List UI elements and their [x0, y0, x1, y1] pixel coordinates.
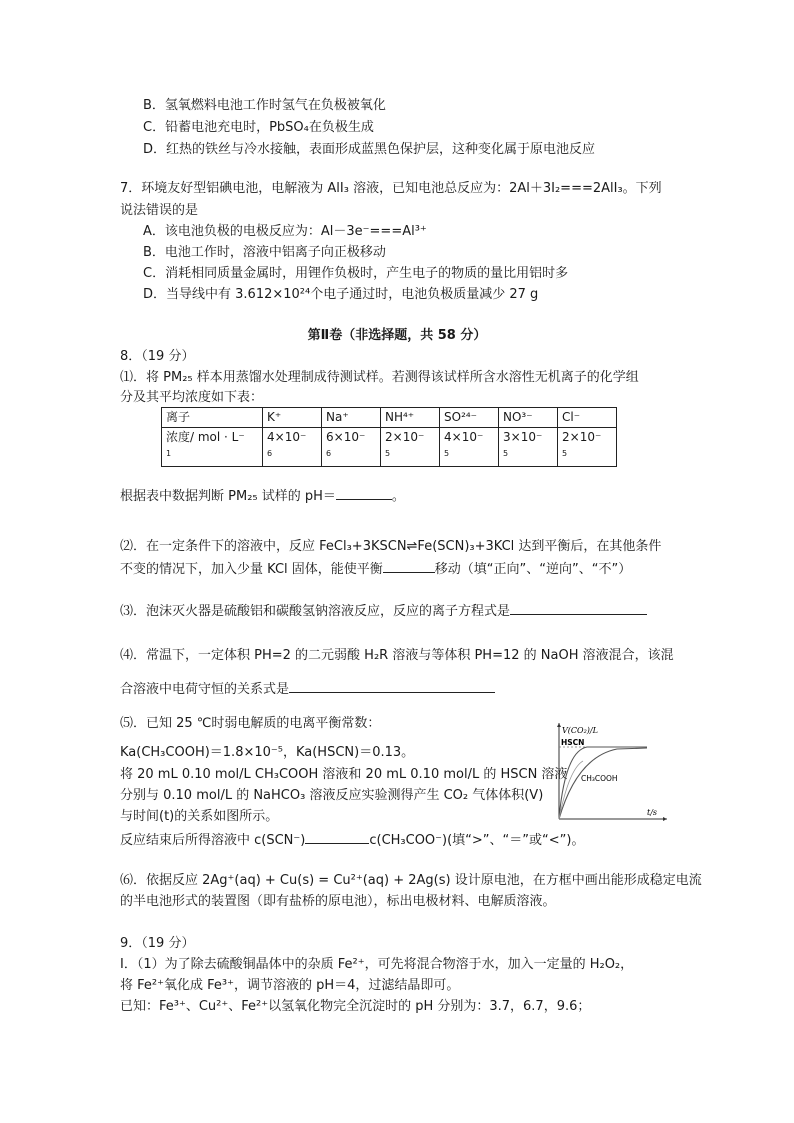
q8-part4-line1: ⑷．常温下，一定体积 PH=2 的二元弱酸 H₂R 溶液与等体积 PH=12 的 NaOH 溶液混合，该混 — [120, 648, 674, 663]
table-header-cell: 离子 — [162, 408, 263, 428]
table-cell: 2×10⁻ 5 — [381, 428, 440, 467]
answer-blank[interactable] — [289, 678, 495, 693]
table-cell: 6×10⁻ 6 — [322, 428, 381, 467]
q8-part5-line1: ⑸．已知 25 ℃时弱电解质的电离平衡常数： — [120, 716, 381, 731]
table-header-cell: NO³⁻ — [499, 408, 558, 428]
table-header-cell: Na⁺ — [322, 408, 381, 428]
table-cell: 3×10⁻ 5 — [499, 428, 558, 467]
ch3cooh-label: CH₃COOH — [581, 774, 618, 783]
x-axis-arrow — [663, 817, 667, 821]
table-row-label: 浓度/ mol · L⁻ 1 — [162, 428, 263, 467]
q9-line1: Ⅰ．（1）为了除去硫酸铜晶体中的杂质 Fe²⁺，可先将混合物溶于水，加入一定量的 H₂O₂， — [120, 957, 634, 972]
ch3cooh-curve — [559, 748, 647, 819]
gas-volume-time-graph — [547, 719, 671, 829]
hscn-label: HSCN — [561, 738, 585, 747]
table-header-cell: NH⁴⁺ — [381, 408, 440, 428]
x-axis-label: t/s — [647, 808, 658, 817]
q8-part6-line2: 的半电池形式的装置图（即有盐桥的原电池），标出电极材料、电解质溶液。 — [120, 894, 556, 909]
table-header-row — [162, 408, 617, 428]
q9-line2: 将 Fe²⁺氧化成 Fe³⁺，调节溶液的 pH＝4，过滤结晶即可。 — [120, 978, 460, 993]
q8-part5-line2: Ka(CH₃COOH)＝1.8×10⁻⁵，Ka(HSCN)＝0.13。 — [120, 745, 415, 760]
q8-part5-line4: 分别与 0.10 mol/L 的 NaHCO₃ 溶液反应实验测得产生 CO₂ 气体体积(V) — [120, 788, 544, 803]
q9-line3: 已知：Fe³⁺、Cu²⁺、Fe²⁺以氢氧化物完全沉淀时的 pH 分别为：3.7，6.7，9.6； — [120, 999, 591, 1014]
table-header-cell: K⁺ — [263, 408, 322, 428]
section-title: 第Ⅱ卷（非选择题，共 58 分） — [307, 328, 487, 343]
table-row — [162, 428, 617, 467]
answer-blank[interactable] — [336, 485, 392, 500]
q7-stem: 7．环境友好型铝碘电池，电解液为 AlI₃ 溶液，已知电池总反应为：2Al＋3I₂===2AlI₃。下列 — [120, 181, 662, 196]
q8-part5-line6: 反应结束后所得溶液中 c(SCN⁻) c(CH₃COO⁻)(填“>”、“＝”或“<”)。 — [120, 829, 584, 850]
q7-option-b: B．电池工作时，溶液中铝离子向正极移动 — [143, 245, 386, 260]
q7-option-d: D．当导线中有 3.612×10²⁴个电子通过时，电池负极质量减少 27 g — [143, 287, 539, 302]
q8-part6-line1: ⑹．依据反应 2Ag⁺(aq) + Cu(s) = Cu²⁺(aq) + 2Ag(s) 设计原电池，在方框中画出能形成稳定电流 — [120, 873, 702, 888]
q6-option-b: B．氢氧燃料电池工作时氢气在负极被氧化 — [143, 98, 386, 113]
q8-part1-line1: ⑴．将 PM₂₅ 样本用蒸馏水处理制成待测试样。若测得该试样所含水溶性无机离子的化学组 — [120, 370, 639, 385]
answer-blank[interactable] — [383, 558, 435, 573]
table-cell: 4×10⁻ 5 — [440, 428, 499, 467]
q8-part4-line2: 合溶液中电荷守恒的关系式是 — [120, 678, 495, 699]
q7-stem-cont: 说法错误的是 — [120, 203, 199, 218]
q8-part5-line3: 将 20 mL 0.10 mol/L CH₃COOH 溶液和 20 mL 0.10 mol/L 的 HSCN 溶液 — [120, 767, 568, 782]
answer-blank[interactable] — [305, 829, 369, 844]
q7-option-a: A．该电池负极的电极反应为：Al－3e⁻===Al³⁺ — [143, 224, 427, 239]
table-header-cell: SO²⁴⁻ — [440, 408, 499, 428]
q8-part2-line2: 不变的情况下，加入少量 KCl 固体，能使平衡 移动（填“正向”、“逆向”、“不”） — [120, 558, 631, 579]
q8-part5-line5: 与时间(t)的关系如图所示。 — [120, 809, 279, 824]
q6-option-d: D．红热的铁丝与冷水接触，表面形成蓝黑色保护层，这种变化属于原电池反应 — [143, 142, 596, 157]
q8-heading: 8．（19 分） — [120, 349, 195, 364]
q8-part1-line2: 分及其平均浓度如下表： — [120, 390, 264, 405]
table-header-cell: Cl⁻ — [558, 408, 617, 428]
q7-option-c: C．消耗相同质量金属时，用锂作负极时，产生电子的物质的量比用铝时多 — [143, 266, 569, 281]
q8-part1-question: 根据表中数据判断 PM₂₅ 试样的 pH＝ 。 — [120, 485, 405, 506]
ion-concentration-table — [161, 407, 617, 467]
table-cell: 4×10⁻ 6 — [263, 428, 322, 467]
table-cell: 2×10⁻ 5 — [558, 428, 617, 467]
q6-option-c: C．铅蓄电池充电时，PbSO₄在负极生成 — [143, 120, 374, 135]
q8-part2-line1: ⑵．在一定条件下的溶液中，反应 FeCl₃+3KSCN⇌Fe(SCN)₃+3KCl 达到平衡后，在其他条件 — [120, 539, 662, 554]
q8-part3: ⑶．泡沫灭火器是硫酸铝和碳酸氢钠溶液反应，反应的离子方程式是 — [120, 600, 647, 621]
y-axis-label: V(CO₂)/L — [562, 726, 598, 735]
hscn-curve — [559, 747, 647, 819]
answer-blank[interactable] — [510, 600, 647, 615]
y-axis-arrow — [557, 723, 561, 727]
q9-heading: 9．（19 分） — [120, 936, 195, 951]
